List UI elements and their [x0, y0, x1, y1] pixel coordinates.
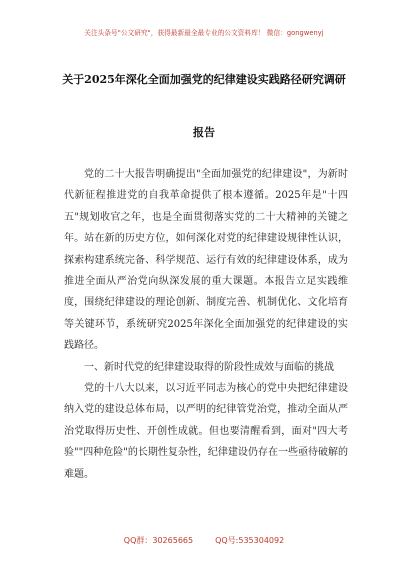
- paragraph-section-1: 党的十八大以来，以习近平同志为核心的党中央把纪律建设纳入党的建设总体布局，以严明的纪律管党治党，推动全面从严治党取得历史性、开创性成就。但也要清醒看到，面对"四大考验""四种危险"的长期性复杂性，纪律建设仍存在一些亟待破解的难题。: [64, 383, 348, 480]
- header-promo-text: 关注头条号"公文研究"，获得最新最全最专业的公文资料库！ 微信：gongwenyj: [84, 29, 324, 37]
- document-body: [64, 164, 348, 485]
- document-subtitle: 报告: [193, 126, 215, 139]
- section-heading-1: 一、新时代党的纪律建设取得的阶段性成效与面临的挑战: [84, 361, 334, 373]
- footer-qq-group: QQ群：30265665: [123, 536, 194, 545]
- document-title: 关于2025年深化全面加强党的纪律建设实践路径研究调研: [62, 73, 346, 86]
- footer-contact: [0, 535, 408, 546]
- paragraph-intro: 党的二十大报告明确提出"全面加强党的纪律建设"，为新时代新征程推进党的自我革命提供了根本遵循。2025年是"十四五"规划收官之年，也是全面贯彻落实党的二十大精神的关键之年。站在新的历史方位，如何深化对党的纪律建设规律性认识，探索构建系统完备、科学规范、运行有效的纪律建设体系，成为推进全面从严治党向纵深发展的重大课题。本报告立足实践维度，围绕纪律建设的理论创新、制度完善、机制优化、文化培育等关键环节，系统研究2025年深化全面加强党的纪律建设的实践路径。: [64, 169, 348, 352]
- footer-qq-number: QQ号:535304092: [215, 536, 285, 545]
